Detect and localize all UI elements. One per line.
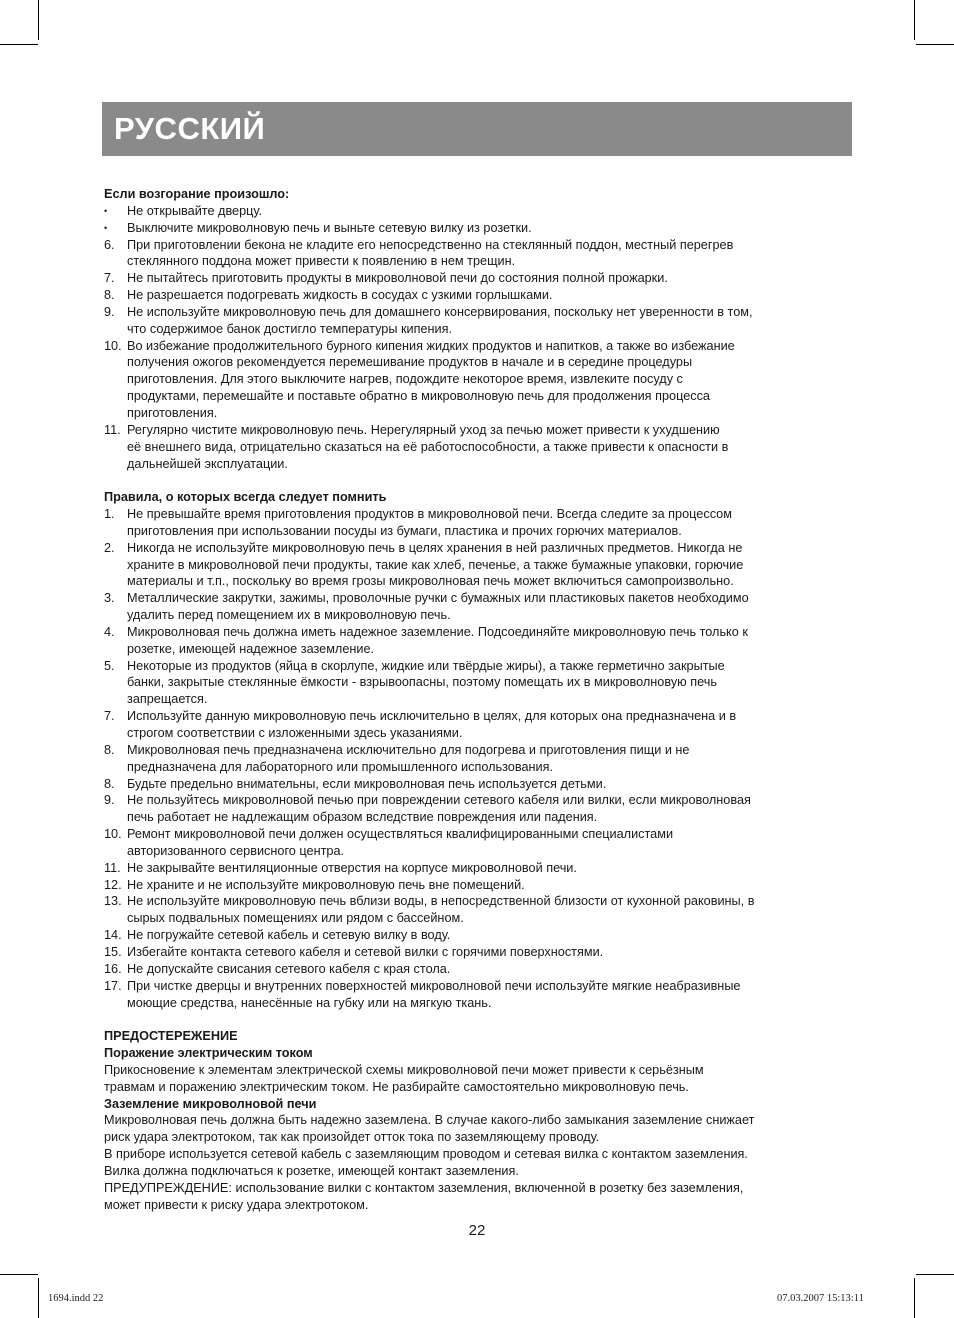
list-item-line: приготовления. xyxy=(127,405,218,420)
list-item-line: строгом соответствии с изложенными здесь указаниями. xyxy=(127,726,463,740)
bullet-item xyxy=(104,203,852,220)
list-item-line: Не погружайте сетевой кабель и сетевую вилку в воду. xyxy=(127,928,451,943)
list-item-line: Металлические закрутки, зажимы, проволочные ручки с бумажных или пластиковых пакетов необходимо xyxy=(127,591,749,606)
language-banner xyxy=(102,102,852,156)
bullet-text: Выключите микроволновую печь и выньте сетевую вилку из розетки. xyxy=(127,220,532,235)
list-item-line: Микроволновая печь должна иметь надежное заземление. Подсоединяйте микроволновую печь только к xyxy=(127,624,748,639)
list-item-line: При чистке дверцы и внутренних поверхностей микроволновой печи используйте мягкие неабразивные xyxy=(127,978,741,993)
list-item-number: 6. xyxy=(104,237,115,252)
list-item xyxy=(104,270,852,287)
list-item-line: материалы и т.п., поскольку во время грозы микроволновая печь может включиться самопроизвольно. xyxy=(127,574,734,589)
list-item xyxy=(104,826,852,860)
paragraph-line: ПРЕДУПРЕЖДЕНИЕ: использование вилки с контактом заземления, включенной в розетку без заземления, xyxy=(104,1180,744,1195)
file-slug: 1694.indd 22 xyxy=(48,1293,104,1304)
list-item xyxy=(104,877,852,894)
list-item-line: банки, закрытые стеклянные ёмкости - взрывоопасны, поэтому помещать их в микроволновую печь xyxy=(127,675,717,690)
list-item-line: авторизованного сервисного центра. xyxy=(127,843,345,858)
list-item-line: продуктами, перемешайте и поставьте обратно в микроволновую печь для продолжения процесса xyxy=(127,389,710,404)
list-item-line: Не разрешается подогревать жидкость в сосудах с узкими горлышками. xyxy=(127,288,553,303)
list-item xyxy=(104,792,852,826)
list-item-line: приготовления при использовании посуды из бумаги, пластика и прочих горючих материалов. xyxy=(127,523,682,538)
bullet-icon: • xyxy=(104,205,108,216)
list-item-line: При приготовлении бекона не кладите его непосредственно на стеклянный поддон, местный перегрев xyxy=(127,237,734,252)
list-item-number: 17. xyxy=(104,978,122,993)
list-item xyxy=(104,893,852,927)
list-item-number: 15. xyxy=(104,944,122,959)
list-item-number: 7. xyxy=(104,271,115,286)
list-item-number: 10. xyxy=(104,338,122,353)
crop-mark xyxy=(0,44,38,45)
list-item-line: Регулярно чистите микроволновую печь. Нерегулярный уход за печью может привести к ухудшению xyxy=(127,422,720,437)
paragraph-line: Микроволновая печь должна быть надежно заземлена. В случае какого-либо замыкания заземление снижает xyxy=(104,1113,755,1128)
list-item xyxy=(104,944,852,961)
list-item-line: Некоторые из продуктов (яйца в скорлупе, жидкие или твёрдые жиры), а также герметично закрытые xyxy=(127,658,725,673)
crop-mark xyxy=(914,1278,915,1318)
paragraph-line: может привести к риску удара электротоком. xyxy=(104,1197,369,1212)
rules-heading: Правила, о которых всегда следует помнить xyxy=(104,490,387,505)
list-item xyxy=(104,658,852,709)
list-item-line: розетке, имеющей надежное заземление. xyxy=(127,641,375,656)
fire-numbered-list xyxy=(104,237,852,473)
list-item-number: 2. xyxy=(104,540,115,555)
crop-mark xyxy=(38,1278,39,1318)
list-item-number: 13. xyxy=(104,894,122,909)
list-item-number: 5. xyxy=(104,658,115,673)
paragraph-line: травмам и поражению электрическим током. Не разбирайте самостоятельно микроволновую печь. xyxy=(104,1079,689,1094)
list-item xyxy=(104,742,852,776)
fire-heading: Если возгорание произошло: xyxy=(104,187,290,201)
list-item-line: храните в микроволновой печи продукты, такие как хлеб, печенье, а также бумажные упаковки, горючие xyxy=(127,557,744,572)
bullet-item xyxy=(104,220,852,237)
list-item xyxy=(104,624,852,658)
crop-mark xyxy=(914,0,915,40)
bullet-icon: • xyxy=(104,222,108,233)
grounding-paragraph xyxy=(104,1112,852,1213)
grounding-subheading: Заземление микроволновой печи xyxy=(104,1096,317,1111)
date-slug: 07.03.2007 15:13:11 xyxy=(777,1293,864,1304)
list-item-line: Не допускайте свисания сетевого кабеля с края стола. xyxy=(127,961,451,976)
list-item-line: Не закрывайте вентиляционные отверстия на корпусе микроволновой печи. xyxy=(127,860,577,875)
list-item-number: 11. xyxy=(104,422,121,437)
electric-shock-paragraph xyxy=(104,1062,852,1096)
list-item-line: запрещается. xyxy=(127,692,208,707)
list-item xyxy=(104,590,852,624)
list-item-line: моющие средства, нанесённые на губку или на мягкую ткань. xyxy=(127,995,492,1010)
list-item xyxy=(104,338,852,422)
list-item-number: 12. xyxy=(104,877,122,892)
list-item-line: получения ожогов рекомендуется перемешивание продуктов в начале и в середине процедуры xyxy=(127,355,693,370)
list-item-line: что содержимое банок достигло температуры кипения. xyxy=(127,321,453,336)
list-item-line: Во избежание продолжительного бурного кипения жидких продуктов и напитков, а также во избежание xyxy=(127,338,735,353)
list-item-number: 1. xyxy=(104,507,115,522)
list-item-number: 14. xyxy=(104,928,122,943)
list-item xyxy=(104,540,852,591)
list-item xyxy=(104,304,852,338)
rules-numbered-list xyxy=(104,506,852,1011)
list-item-number: 8. xyxy=(104,742,115,757)
list-item-number: 9. xyxy=(104,793,115,808)
list-item xyxy=(104,708,852,742)
list-item-number: 8. xyxy=(104,776,115,791)
list-item-line: Не превышайте время приготовления продуктов в микроволновой печи. Всегда следите за процессом xyxy=(127,507,732,522)
list-item-number: 4. xyxy=(104,624,115,639)
list-item xyxy=(104,237,852,271)
list-item-line: дальнейшей эксплуатации. xyxy=(127,456,288,471)
list-item-line: печь работает не надлежащим образом вследствие повреждения или падения. xyxy=(127,810,598,825)
list-item-line: Не используйте микроволновую печь вблизи воды, в непосредственной близости от кухонной раковины, в xyxy=(127,894,755,909)
list-item-line: Ремонт микроволновой печи должен осуществляться квалифицированными специалистами xyxy=(127,827,674,842)
list-item-line: Не пытайтесь приготовить продукты в микроволновой печи до состояния полной прожарки. xyxy=(127,271,668,286)
crop-mark xyxy=(916,44,954,45)
banner-title: РУССКИЙ xyxy=(114,111,266,146)
list-item-line: Не пользуйтесь микроволновой печью при повреждении сетевого кабеля или вилки, если микроволновая xyxy=(127,793,751,808)
list-item-line: удалить перед помещением их в микроволновую печь. xyxy=(127,608,451,623)
fire-bullet-list xyxy=(104,203,852,237)
list-item-line: Будьте предельно внимательны, если микроволновая печь используется детьми. xyxy=(127,776,607,791)
paragraph-line: Вилка должна подключаться к розетке, имеющей контакт заземления. xyxy=(104,1163,519,1178)
list-item-number: 9. xyxy=(104,304,115,319)
crop-mark xyxy=(38,0,39,40)
paragraph-line: риск удара электротоком, так как произойдет отток тока по заземляющему проводу. xyxy=(104,1130,600,1145)
list-item xyxy=(104,776,852,793)
list-item-line: приготовления. Для этого выключите нагрев, подождите некоторое время, извлеките посуду с xyxy=(127,372,683,387)
list-item-line: Микроволновая печь предназначена исключительно для подогрева и приготовления пищи и не xyxy=(127,742,690,757)
list-item-number: 16. xyxy=(104,961,122,976)
warning-heading: ПРЕДОСТЕРЕЖЕНИЕ xyxy=(104,1029,238,1044)
list-item-line: сырых подвальных помещениях или рядом с бассейном. xyxy=(127,911,464,926)
list-item-number: 10. xyxy=(104,827,122,842)
paragraph-line: Прикосновение к элементам электрической схемы микроволновой печи может привести к серьёзным xyxy=(104,1062,704,1077)
paragraph-line: В приборе используется сетевой кабель с заземляющим проводом и сетевая вилка с контактом заземления. xyxy=(104,1147,748,1162)
list-item xyxy=(104,506,852,540)
list-item xyxy=(104,927,852,944)
crop-mark xyxy=(916,1274,954,1275)
list-item-line: Не храните и не используйте микроволновую печь вне помещений. xyxy=(127,877,525,892)
list-item-line: Избегайте контакта сетевого кабеля и сетевой вилки с горячими поверхностями. xyxy=(127,944,604,959)
list-item-line: Не используйте микроволновую печь для домашнего консервирования, поскольку нет уверенности в том, xyxy=(127,304,753,319)
list-item-line: стеклянного поддона может привести к появлению в нем трещин. xyxy=(127,254,516,269)
list-item-number: 3. xyxy=(104,591,115,606)
crop-mark xyxy=(0,1274,38,1275)
list-item-number: 11. xyxy=(104,860,121,875)
list-item-line: Используйте данную микроволновую печь исключительно в целях, для которых она предназначена и в xyxy=(127,709,737,724)
page-content xyxy=(104,186,852,1213)
list-item xyxy=(104,287,852,304)
list-item xyxy=(104,978,852,1012)
page-number: 22 xyxy=(468,1222,486,1239)
bullet-text: Не открывайте дверцу. xyxy=(127,203,263,218)
list-item xyxy=(104,422,852,473)
list-item-line: предназначена для лабораторного или промышленного использования. xyxy=(127,759,554,774)
list-item-number: 7. xyxy=(104,709,115,724)
list-item-number: 8. xyxy=(104,288,115,303)
list-item-line: Никогда не используйте микроволновую печь в целях хранения в ней различных предметов. Никогда не xyxy=(127,540,743,555)
list-item xyxy=(104,860,852,877)
electric-shock-subheading: Поражение электрическим током xyxy=(104,1046,313,1061)
list-item xyxy=(104,961,852,978)
list-item-line: её внешнего вида, отрицательно сказаться на её работоспособности, а также привести к опасности в xyxy=(127,439,729,454)
